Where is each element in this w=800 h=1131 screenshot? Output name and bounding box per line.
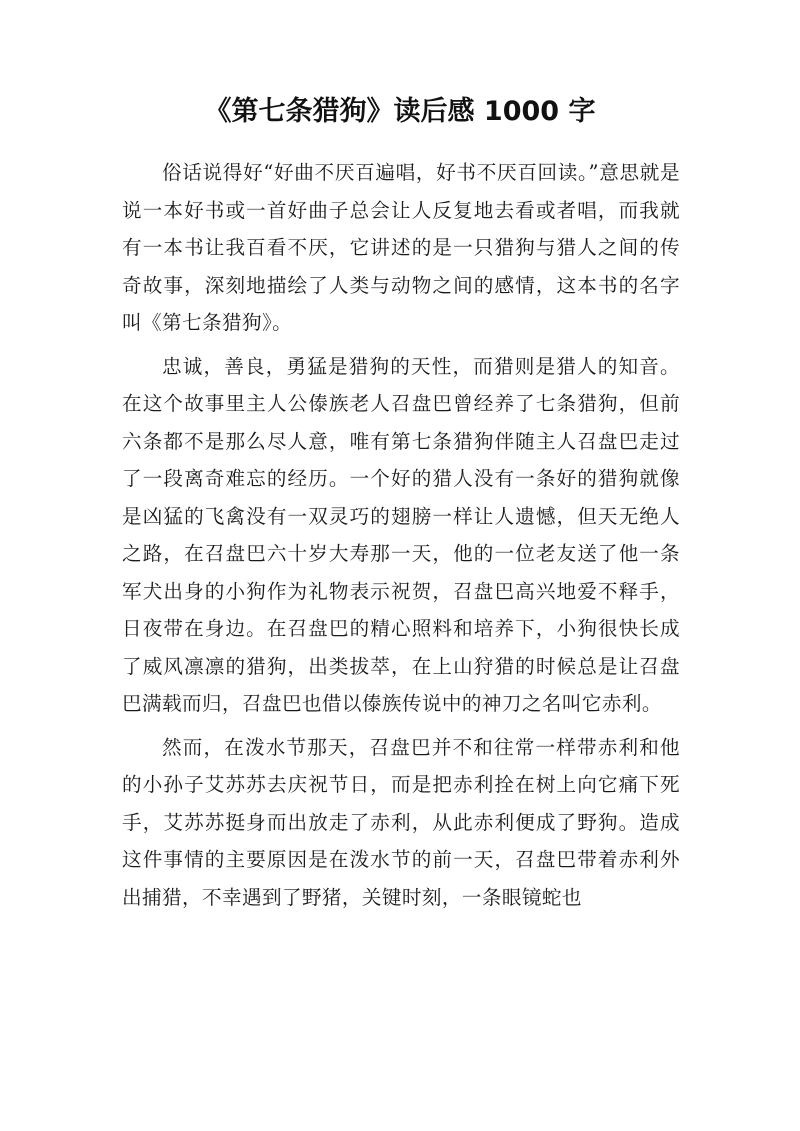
- document-body: [122, 154, 680, 922]
- paragraph-1: 俗话说得好“好曲不厌百遍唱，好书不厌百回读。”意思就是说一本好书或一首好曲子总会让人反复地去看或者唱，而我就有一本书让我百看不厌，它讲述的是一只猎狗与猎人之间的传奇故事，深刻地描绘了人类与动物之间的感情，这本书的名字叫《第七条猎狗》。: [122, 161, 680, 334]
- paragraph-3: 然而，在泼水节那天，召盘巴并不和往常一样带赤利和他的小孙子艾苏苏去庆祝节日，而是把赤利拴在树上向它痛下死手，艾苏苏挺身而出放走了赤利，从此赤利便成了野狗。造成这件事情的主要原因是在泼水节的前一天，召盘巴带着赤利外出捕猎，不幸遇到了野猪，关键时刻，一条眼镜蛇也: [122, 735, 680, 909]
- paragraph-2: 忠诚，善良，勇猛是猎狗的天性，而猎则是猎人的知音。在这个故事里主人公傣族老人召盘巴曾经养了七条猎狗，但前六条都不是那么尽人意，唯有第七条猎狗伴随主人召盘巴走过了一段离奇难忘的经历。一个好的猎人没有一条好的猎狗就像是凶猛的飞禽没有一双灵巧的翅膀一样让人遗憾，但天无绝人之路，在召盘巴六十岁大寿那一天，他的一位老友送了他一条军犬出身的小狗作为礼物表示祝贺，召盘巴高兴地爱不释手，日夜带在身边。在召盘巴的精心照料和培养下，小狗很快长成了威风凛凛的猎狗，出类拔萃，在上山狩猎的时候总是让召盘巴满载而归，召盘巴也借以傣族传说中的神刀之名叫它赤利。: [122, 354, 680, 715]
- document-title: 《第七条猎狗》读后感 1000 字: [204, 96, 596, 127]
